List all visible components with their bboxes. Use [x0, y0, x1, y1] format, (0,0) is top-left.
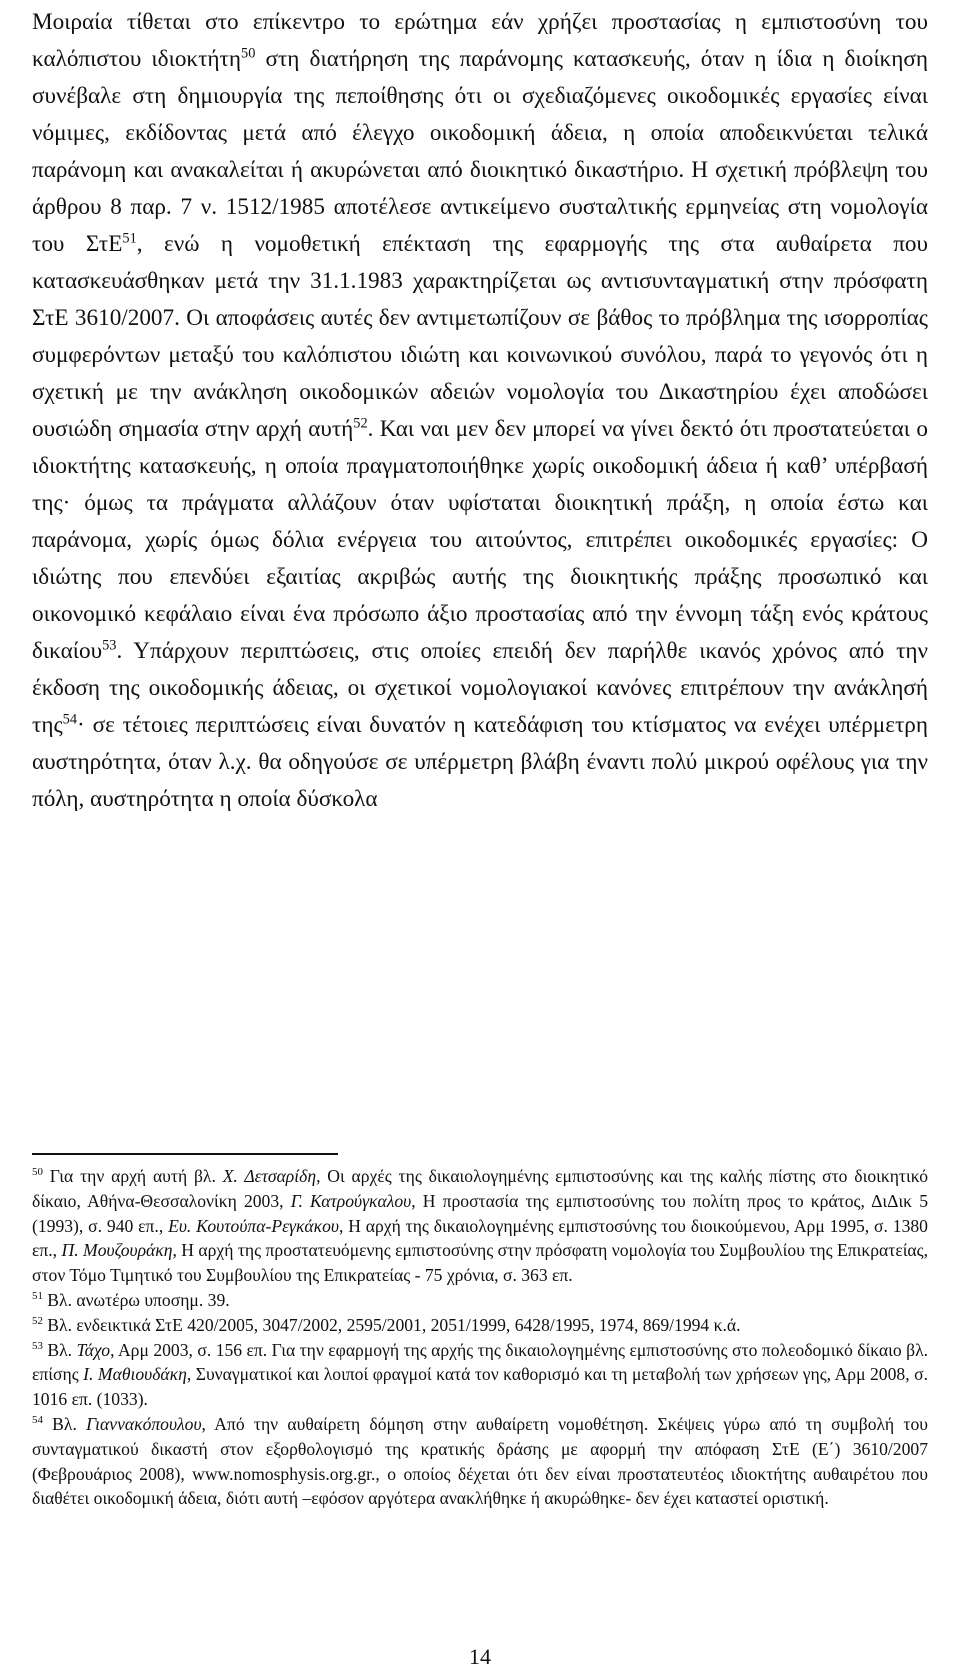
paragraph-text: · σε τέτοιες περιπτώσεις είναι δυνατόν η κατεδάφιση του κτίσματος να ενέχει υπέρμετρη αυστηρότητα, όταν λ.χ. θα οδηγούσε σε υπέρμετρη βλάβη έναντι πολύ μικρού οφέλους για την πόλη, αυστηρότητα η οποία δύσκολα — [32, 712, 928, 812]
footnote-53 — [32, 1338, 928, 1412]
footnote-ref-53[interactable]: 53 — [102, 637, 117, 654]
footnote-50 — [32, 1164, 928, 1288]
footnote-text: , Αρμ 2003, σ. 156 επ. Για την εφαρμογή της αρχής της δικαιολογημένης εμπιστοσύνης στο πολεοδομικό δίκαιο βλ. επίσης — [32, 1339, 929, 1385]
main-paragraph — [32, 0, 928, 818]
author-name: Γιαννακόπουλου — [86, 1413, 202, 1434]
footnote-number: 54 — [32, 1414, 43, 1427]
footnote-ref-52[interactable]: 52 — [353, 415, 368, 432]
footnotes-section — [32, 1164, 928, 1511]
footnote-text: , Συναγματικοί και λοιποί φραγμοί κατά τον καθορισμό και τη μεταβολή των χρήσεων γης, Αρμ 2008, σ. 1016 επ. (1033). — [32, 1364, 928, 1410]
footnote-52 — [32, 1313, 928, 1338]
paragraph-text: , ενώ η νομοθετική επέκταση της εφαρμογής της στα αυθαίρετα που κατασκευάσθηκαν μετά την 31.1.1983 χαρακτηρίζεται ως αντισυνταγματική στην πρόσφατη ΣτΕ 3610/2007. Οι αποφάσεις αυτές δεν αντιμετωπίζουν σε βάθος το πρόβλημα της ισορροπίας συμφερόντων μεταξύ του καλόπιστου ιδιώτη και κοινωνικού συνόλου, παρά το γεγονός ότι η σχετική με την ανάκληση οικοδομικών αδειών νομολογία του Δικαστηρίου έχει αποδώσει ουσιώδη σημασία στην αρχή αυτή — [32, 231, 929, 442]
footnote-text: , Οι αρχές της δικαιολογημένης εμπιστοσύνης και της καλής πίστης στο διοικητικό δίκαιο, Αθήνα-Θεσσαλονίκη 2003, — [32, 1166, 928, 1211]
footnote-number: 50 — [32, 1166, 43, 1179]
footnote-separator — [32, 1153, 338, 1155]
footnote-54 — [32, 1412, 928, 1511]
author-name: Π. Μουζουράκη — [61, 1240, 173, 1261]
footnote-ref-51[interactable]: 51 — [122, 230, 137, 247]
footnote-ref-54[interactable]: 54 — [62, 711, 78, 728]
footnote-text: Βλ. — [42, 1413, 87, 1434]
footnote-text: Βλ. — [42, 1339, 77, 1360]
footnote-text: Βλ. ανωτέρω υποσημ. 39. — [42, 1289, 230, 1310]
footnote-text: , Από την αυθαίρετη δόμηση στην αυθαίρετη νομοθέτηση. Σκέψεις γύρω από τη συμβολή του συνταγματικού δικαστή στον εξορθολογισμό της κρατικής δράσης με αφορμή την απόφαση ΣτΕ (Ε΄) 3610/2007 (Φεβρουάριος 2008), www.nomosphysis.org.gr., ο οποίος δέχεται ότι δεν είναι προστατευτέος ιδιοκτήτης αυθαιρέτου που διαθέτει οικοδομική άδεια, διότι αυτή –εφόσον αργότερα ανακλήθηκε ή ακυρώθηκε- δεν έχει καταστεί οριστική. — [32, 1413, 928, 1509]
footnote-number: 52 — [32, 1314, 43, 1327]
footnote-text: Βλ. ενδεικτικά ΣτΕ 420/2005, 3047/2002, 2595/2001, 2051/1999, 6428/1995, 1974, 869/1994 κ.ά. — [42, 1314, 741, 1335]
author-name: Χ. Δετσαρίδη — [222, 1166, 317, 1186]
paragraph-text: . Υπάρχουν περιπτώσεις, στις οποίες επειδή δεν παρήλθε ικανός χρόνος από την έκδοση της οικοδομικής άδειας, οι σχετικοί νομολογιακοί κανόνες επιτρέπουν την ανάκλησή της — [32, 638, 928, 738]
footnote-text: , Η αρχή της δικαιολογημένης εμπιστοσύνης του διοικούμενου, Αρμ 1995, σ. 1380 επ., — [32, 1215, 928, 1261]
author-name: Γ. Κατρούγκαλου — [290, 1190, 412, 1211]
footnote-ref-50[interactable]: 50 — [241, 45, 256, 62]
footnote-text: Για την αρχή αυτή βλ. — [42, 1166, 223, 1186]
author-name: Τάχο — [76, 1339, 111, 1360]
author-name: Ι. Μαθιουδάκη — [83, 1364, 187, 1385]
page-number: 14 — [469, 1644, 491, 1669]
author-name: Ευ. Κουτούπα-Ρεγκάκου — [168, 1215, 339, 1236]
paragraph-text: στη διατήρηση της παράνομης κατασκευής, όταν η ίδια η διοίκηση συνέβαλε στη δημιουργία της πεποίθησης ότι οι σχεδιαζόμενες οικοδομικές εργασίες είναι νόμιμες, εκδίδοντας μετά από έλεγχο οικοδομική άδεια, η οποία αποδεικνύεται τελικά παράνομη και ανακαλείται ή ακυρώνεται από διοικητικό δικαστήριο. Η σχετική πρόβλεψη του άρθρου 8 παρ. 7 ν. 1512/1985 αποτέλεσε αντικείμενο συσταλτικής ερμηνείας στη νομολογία του ΣτΕ — [32, 46, 928, 257]
footnote-text: , Η προστασία της εμπιστοσύνης του πολίτη προς το κράτος, ΔιΔικ 5 (1993), σ. 940 επ., — [32, 1190, 928, 1236]
footnote-51 — [32, 1288, 928, 1313]
footnote-number: 51 — [32, 1290, 43, 1303]
paragraph-text: Μοιραία τίθεται στο επίκεντρο το ερώτημα εάν χρήζει προστασίας η εμπιστοσύνη του καλόπιστου ιδιοκτήτη — [32, 9, 928, 72]
footnote-number: 53 — [32, 1339, 43, 1352]
footnote-text: , Η αρχή της προστατευόμενης εμπιστοσύνης στην πρόσφατη νομολογία του Συμβουλίου της Επικρατείας, στον Τόμο Τιμητικό του Συμβουλίου της Επικρατείας - 75 χρόνια, σ. 363 επ. — [32, 1240, 929, 1286]
paragraph-text: . Και ναι μεν δεν μπορεί να γίνει δεκτό ότι προστατεύεται ο ιδιοκτήτης κατασκευής, η οποία πραγματοποιήθηκε χωρίς οικοδομική άδεια ή καθ’ υπέρβασή της· όμως τα πράγματα αλλάζουν όταν υφίσταται διοικητική πράξη, η οποία έστω και παράνομα, χωρίς όμως δόλια ενέργεια του αιτούντος, επιτρέπει οικοδομικές εργασίες: Ο ιδιώτης που επενδύει εξαιτίας ακριβώς αυτής της διοικητικής πράξης προσωπικό και οικονομικό κεφάλαιο είναι ένα πρόσωπο άξιο προστασίας από την έννομη τάξη ενός κράτους δικαίου — [32, 416, 928, 664]
